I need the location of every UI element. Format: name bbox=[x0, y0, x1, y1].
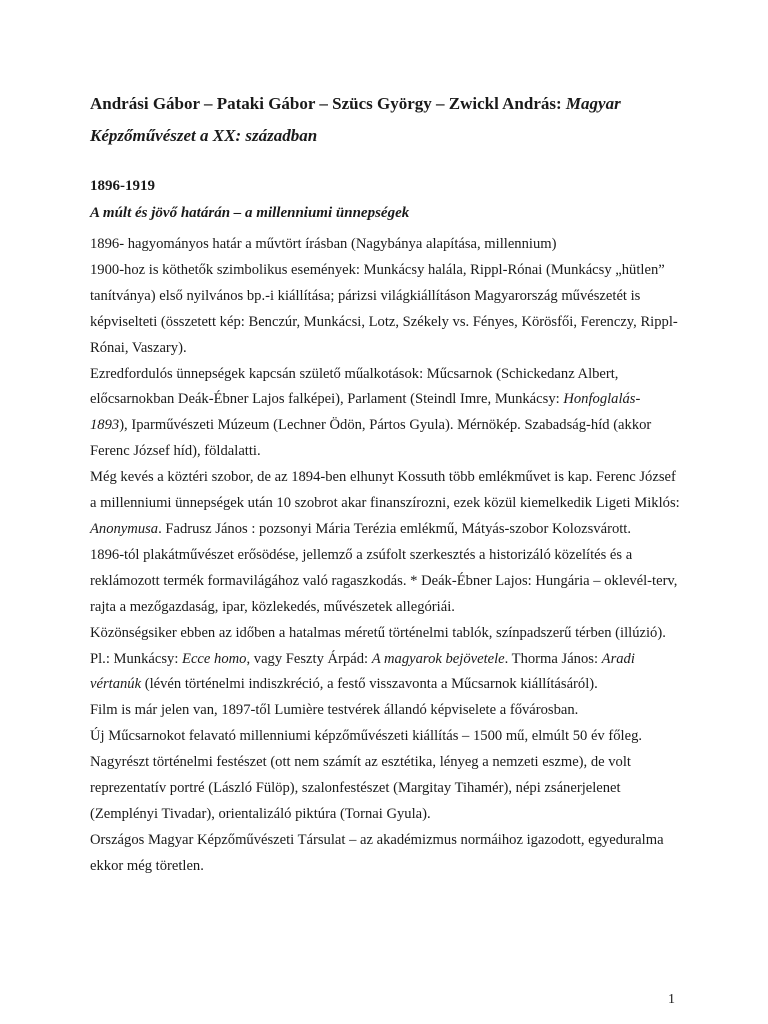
paragraph: 1896- hagyományos határ a művtört írásban (Nagybánya alapítása, millennium) bbox=[90, 236, 557, 252]
paragraph: Film is már jelen van, 1897-től Lumière testvérek állandó képviselete a fővárosban. bbox=[90, 702, 579, 719]
paragraph: 1896-tól plakátművészet erősödése, jellemző a zsúfolt szerkesztés a historizáló közelítés és a reklámozott termék formavilágához való ragaszkodás. * Deák-Ébner Lajos: Hungária – oklevél-terv, rajta a mezőgazdaság, ipar, közlekedés, művészetek allegóriái. bbox=[90, 546, 678, 615]
italic-title: Honfoglalás- 1893 bbox=[90, 391, 641, 434]
section-heading: A múlt és jövő határán – a millenniumi ünnepségek bbox=[90, 205, 410, 221]
paragraph: 1900-hoz is köthetők szimbolikus események: Munkácsy halála, Rippl-Rónai (Munkácsy „hütlen” tanítványa) első nyilvános bp.-i kiállítása; párizsi világkiállításon Magyarország művészetét is képviselteti (összetett kép: Benczúr, Munkácsi, Lotz, Székely vs. Fényes, Körösfői, Ferenczy, Rippl-Rónai, Vaszary). bbox=[90, 261, 678, 356]
italic-title: Aradi vértanúk bbox=[90, 650, 635, 693]
paragraph: Új Műcsarnokot felavató millenniumi képzőművészeti kiállítás – 1500 mű, elmúlt 50 év főleg. Nagyrészt történelmi festészet (ott nem számít az esztétika, lényeg a nemzeti eszme), de volt reprezentatív portré (László Fülöp), szalonfestészet (Margitay Tihamér), népi zsánerjelenet (Zemplényi Tivadar), orientalizáló piktúra (Tornai Gyula). bbox=[90, 728, 643, 822]
document-title bbox=[90, 88, 690, 152]
page-number: 1 bbox=[668, 992, 675, 1007]
italic-title: Ecce homo bbox=[182, 650, 247, 667]
paragraph: Ezredfordulós ünnepségek kapcsán születő műalkotások: Műcsarnok (Schickedanz Albert, előcsarnokban Deák-Ébner Lajos falképei), Parlament (Steindl Imre, Munkácsy: Honfoglalás- 1893), Iparművészeti Múzeum (Lechner Ödön, Pártos Gyula). Mérnökép. Szabadság-híd (akkor Ferenc József híd), földalatti. bbox=[90, 365, 652, 460]
title-book: Magyar Képzőművészet a XX: században bbox=[90, 94, 621, 145]
paragraph: Közönségsiker ebben az időben a hatalmas méretű történelmi tablók, színpadszerű térben (illúzió). Pl.: Munkácsy: Ecce homo, vagy Feszty Árpád: A magyarok bejövetele. Thorma János: Aradi vértanúk (lévén történelmi indiszkréció, a festő visszavonta a Műcsarnok kiállításáról). bbox=[90, 624, 666, 693]
italic-title: Anonymusa bbox=[90, 520, 159, 537]
paragraph: Még kevés a köztéri szobor, de az 1894-ben elhunyt Kossuth több emlékművet is kap. Ferenc József a millenniumi ünnepségek után 10 szobrot akar finanszírozni, ezek közül kiemelkedik Ligeti Miklós: Anonymusa. Fadrusz János : pozsonyi Mária Terézia emlékmű, Mátyás-szobor Kolozsvárott. bbox=[90, 469, 680, 537]
paragraph: Országos Magyar Képzőművészeti Társulat – az akadémizmus normáihoz igazodott, egyeduralma ekkor még töretlen. bbox=[90, 831, 664, 874]
title-authors: Andrási Gábor – Pataki Gábor – Szücs György – Zwickl András: bbox=[90, 94, 566, 113]
period-heading: 1896-1919 bbox=[90, 178, 155, 194]
italic-title: A magyarok bejövetele bbox=[371, 650, 505, 667]
body-text bbox=[90, 232, 680, 880]
